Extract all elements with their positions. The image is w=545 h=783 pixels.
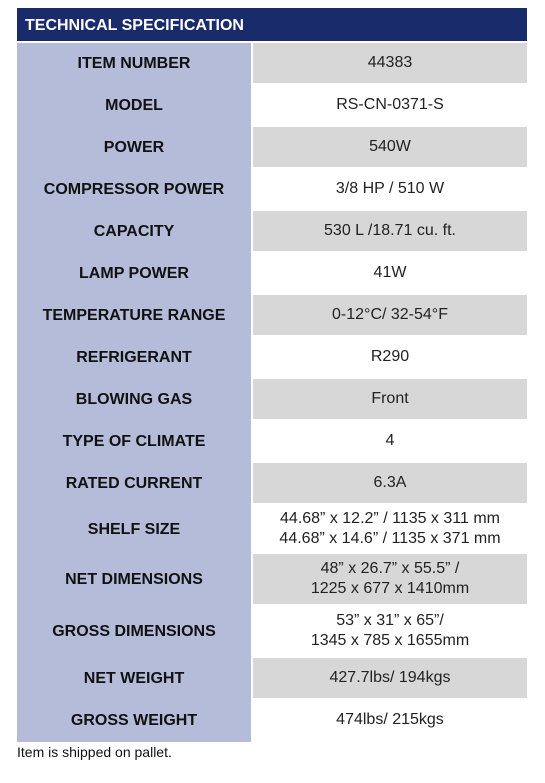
spec-label: LAMP POWER — [17, 253, 253, 295]
spec-label: RATED CURRENT — [17, 463, 253, 505]
spec-value — [253, 211, 527, 253]
spec-value-line: 530 L /18.71 cu. ft. — [324, 222, 456, 239]
spec-value — [253, 169, 527, 211]
spec-value-line: 44.68” x 14.6” / 1135 x 371 mm — [279, 529, 501, 547]
spec-label: TYPE OF CLIMATE — [17, 421, 253, 463]
spec-label: GROSS WEIGHT — [17, 700, 253, 742]
spec-row — [17, 379, 527, 421]
spec-row — [17, 169, 527, 211]
spec-row — [17, 211, 527, 253]
spec-row — [17, 337, 527, 379]
spec-label: MODEL — [17, 85, 253, 127]
spec-row — [17, 295, 527, 337]
spec-label: POWER — [17, 127, 253, 169]
spec-label: NET WEIGHT — [17, 658, 253, 700]
spec-label: COMPRESSOR POWER — [17, 169, 253, 211]
spec-value — [253, 658, 527, 700]
spec-value-line: 4 — [385, 432, 395, 449]
spec-value-line: R290 — [370, 348, 410, 365]
spec-row — [17, 606, 527, 658]
shipping-note: Item is shipped on pallet. — [17, 744, 172, 760]
spec-row — [17, 421, 527, 463]
spec-value — [253, 379, 527, 421]
spec-value — [253, 463, 527, 505]
spec-value — [253, 606, 527, 658]
spec-row — [17, 85, 527, 127]
spec-value — [253, 43, 527, 85]
spec-label: GROSS DIMENSIONS — [17, 606, 253, 658]
spec-value — [253, 85, 527, 127]
spec-value-line: 1225 x 677 x 1410mm — [310, 580, 470, 597]
spec-value-line: RS-CN-0371-S — [336, 96, 444, 113]
spec-value-line: 0-12°C/ 32-54°F — [332, 306, 448, 323]
spec-table-header: TECHNICAL SPECIFICATION — [17, 8, 527, 43]
spec-rows — [17, 43, 527, 742]
spec-value — [253, 554, 527, 606]
spec-value — [253, 421, 527, 463]
spec-value-line: Front — [371, 390, 409, 407]
spec-value-line: 540W — [369, 138, 411, 155]
spec-row — [17, 658, 527, 700]
spec-label: SHELF SIZE — [17, 505, 253, 554]
spec-value — [253, 337, 527, 379]
spec-value — [253, 700, 527, 742]
spec-row — [17, 463, 527, 505]
spec-table — [17, 8, 527, 742]
spec-row — [17, 253, 527, 295]
spec-value — [253, 127, 527, 169]
spec-label: BLOWING GAS — [17, 379, 253, 421]
spec-row — [17, 127, 527, 169]
spec-value-line: 44.68” x 12.2” / 1135 x 311 mm — [280, 509, 500, 527]
spec-value-line: 6.3A — [373, 474, 407, 491]
spec-value-line: 3/8 HP / 510 W — [335, 180, 445, 197]
spec-value — [253, 505, 527, 554]
spec-row — [17, 43, 527, 85]
spec-value — [253, 253, 527, 295]
spec-value — [253, 295, 527, 337]
spec-value-line: 48” x 26.7” x 55.5” / — [320, 560, 460, 577]
spec-row — [17, 700, 527, 742]
spec-value-line: 41W — [373, 264, 407, 281]
spec-value-line: 474lbs/ 215kgs — [336, 711, 444, 728]
spec-label: TEMPERATURE RANGE — [17, 295, 253, 337]
spec-value-line: 44383 — [367, 54, 413, 71]
spec-label: CAPACITY — [17, 211, 253, 253]
spec-label: REFRIGERANT — [17, 337, 253, 379]
spec-row — [17, 505, 527, 554]
spec-value-line: 53” x 31” x 65”/ — [336, 612, 444, 629]
spec-label: ITEM NUMBER — [17, 43, 253, 85]
spec-label: NET DIMENSIONS — [17, 554, 253, 606]
spec-row — [17, 554, 527, 606]
spec-value-line: 1345 x 785 x 1655mm — [310, 632, 470, 649]
spec-value-line: 427.7lbs/ 194kgs — [329, 669, 451, 686]
